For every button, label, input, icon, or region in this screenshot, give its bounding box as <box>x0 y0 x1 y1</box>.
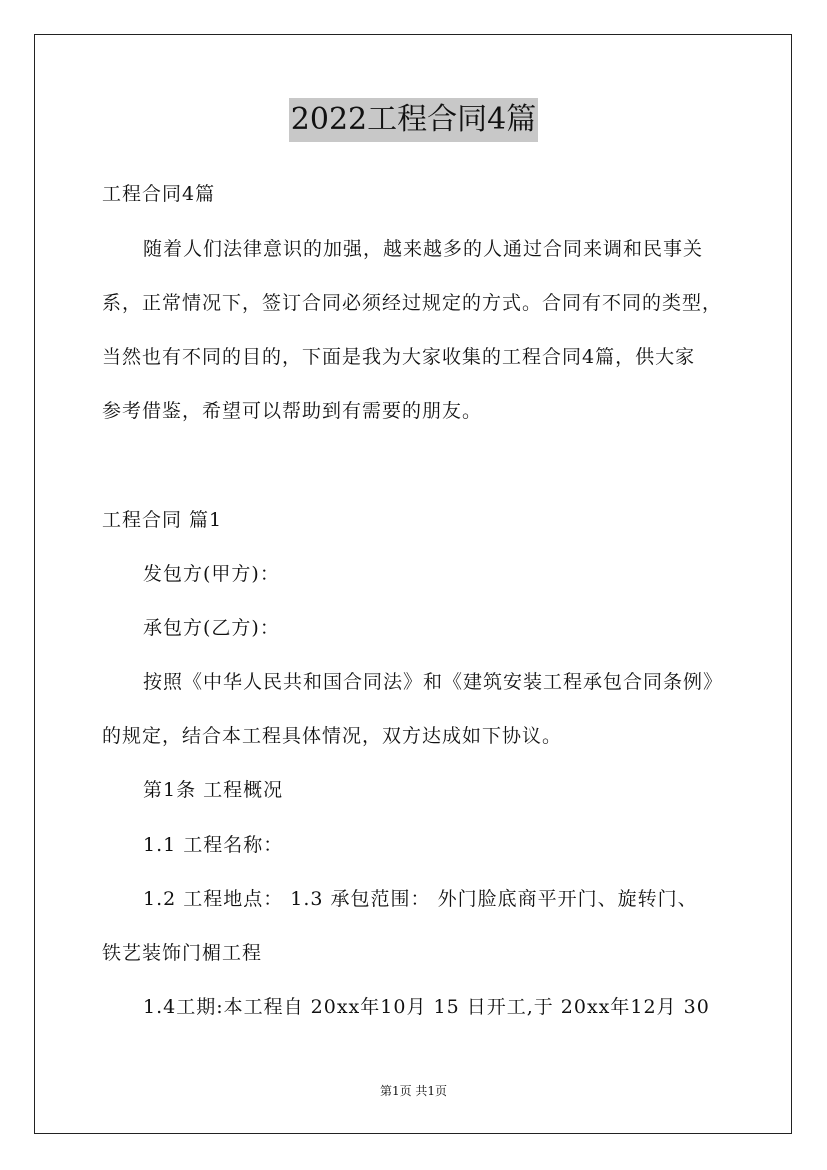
section-heading: 工程合同4篇 <box>102 183 216 205</box>
paragraph-line: 系，正常情况下，签订合同必须经过规定的方式。合同有不同的类型， <box>102 292 723 314</box>
clause-line: 1.4工期:本工程自 20xx年10月 15 日开工,于 20xx年12月 30 <box>143 996 710 1018</box>
document-title: 2022工程合同4篇 <box>289 98 538 142</box>
paragraph-line: 按照《中华人民共和国合同法》和《建筑安装工程承包合同条例》 <box>143 671 724 693</box>
clause-line: 1.1 工程名称： <box>143 834 284 856</box>
article-heading: 第1条 工程概况 <box>143 779 284 801</box>
party-b-line: 承包方(乙方)： <box>143 617 280 639</box>
paragraph-line: 的规定，结合本工程具体情况，双方达成如下协议。 <box>102 725 563 747</box>
party-a-line: 发包方(甲方)： <box>143 563 280 585</box>
clause-line: 1.2 工程地点： 1.3 承包范围： 外门脸底商平开门、旋转门、 <box>143 888 698 910</box>
paragraph-line: 当然也有不同的目的，下面是我为大家收集的工程合同4篇，供大家 <box>102 346 696 368</box>
paragraph-line: 随着人们法律意识的加强，越来越多的人通过合同来调和民事关 <box>143 238 704 260</box>
clause-line: 铁艺装饰门楣工程 <box>102 942 263 964</box>
paragraph-line: 参考借鉴，希望可以帮助到有需要的朋友。 <box>102 400 483 422</box>
page-footer: 第1页 共1页 <box>379 1084 448 1098</box>
contract-heading: 工程合同 篇1 <box>102 509 223 531</box>
title-container <box>0 98 827 142</box>
